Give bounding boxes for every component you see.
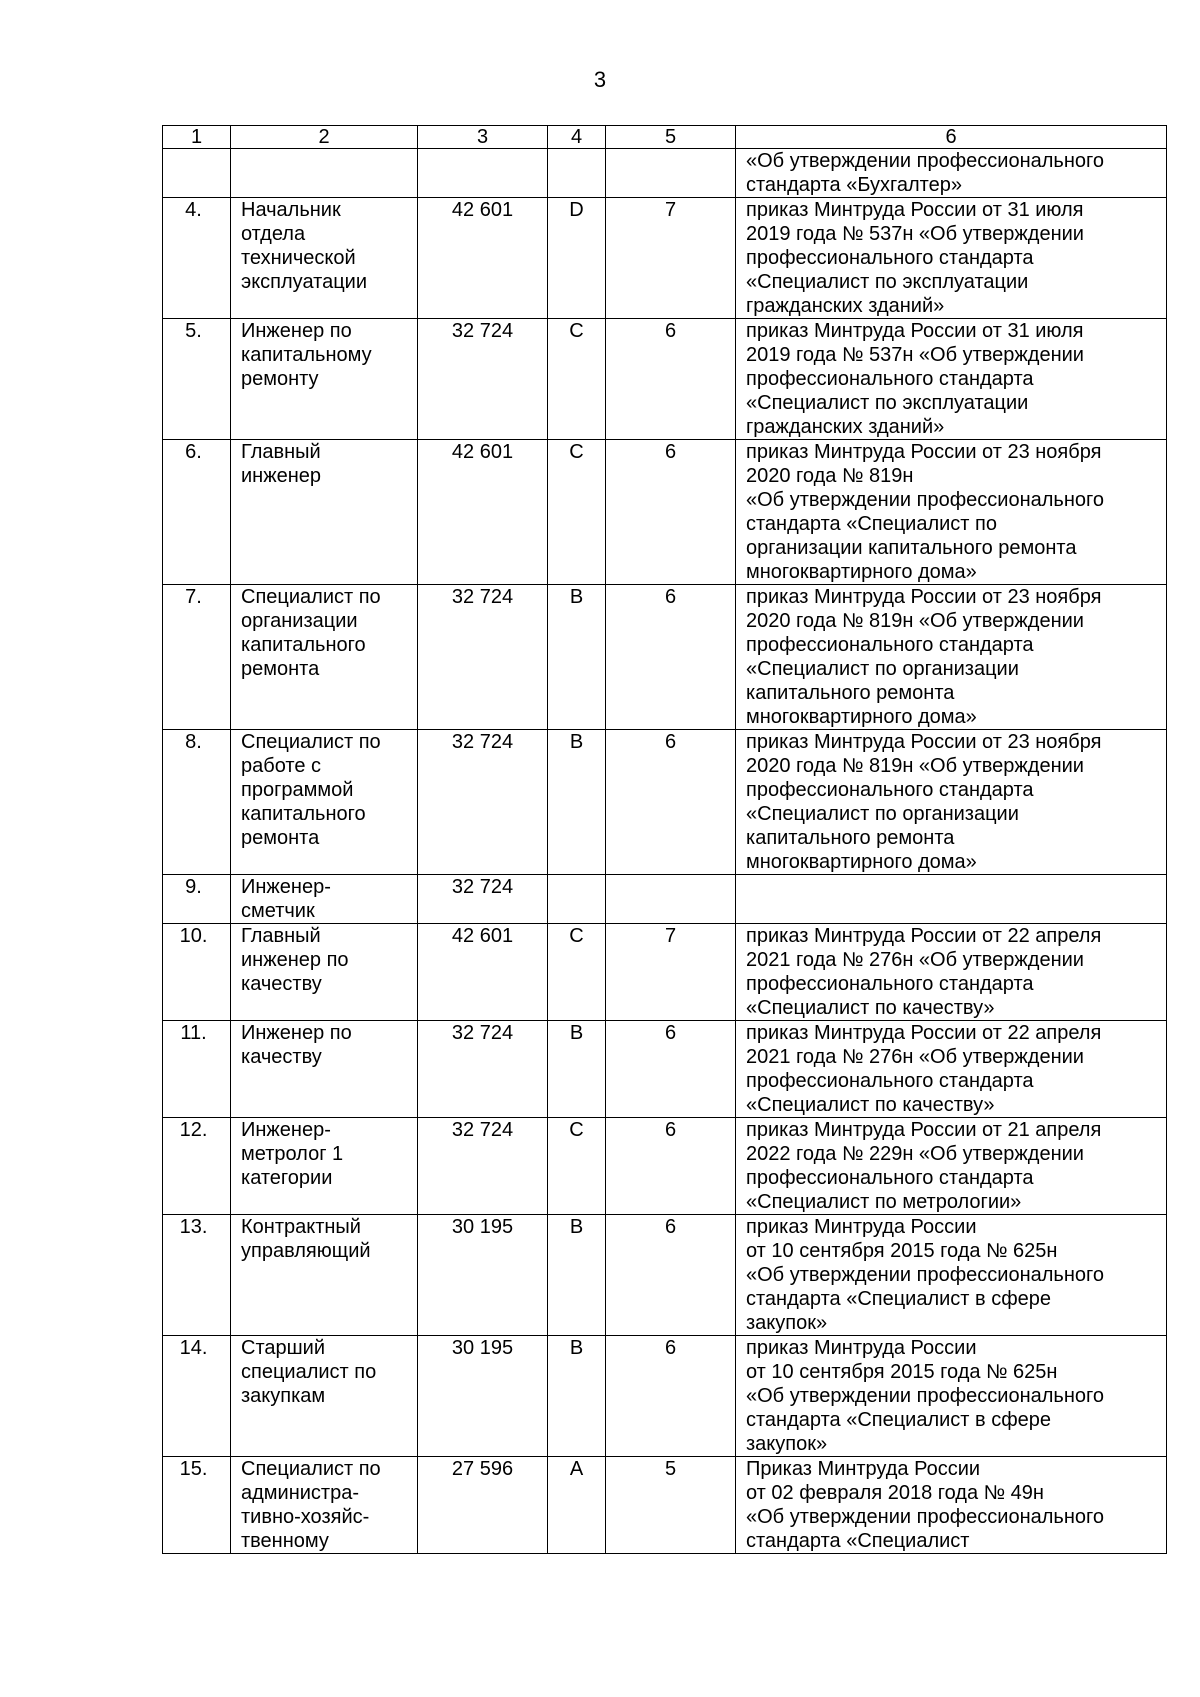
document-cell-line: профессионального стандарта xyxy=(746,1070,1034,1092)
document-cell-line: приказ Минтруда России от 23 ноября xyxy=(746,731,1102,753)
document-cell-line: профессионального стандарта xyxy=(746,247,1034,269)
document-cell-line: стандарта «Специалист в сфере xyxy=(746,1288,1052,1310)
document-cell-line: многоквартирного дома» xyxy=(746,706,977,728)
position-cell-line: Контрактный xyxy=(241,1216,361,1238)
document-cell-line: «Специалист по качеству» xyxy=(746,997,995,1019)
document-cell-line: «Специалист по организации xyxy=(746,803,1019,825)
document-cell xyxy=(736,1457,1167,1554)
document-cell-line: стандарта «Специалист xyxy=(746,1530,970,1552)
table-row xyxy=(163,1336,1167,1457)
document-cell-line: стандарта «Бухгалтер» xyxy=(746,174,962,196)
document-cell-line: 2021 года № 276н «Об утверждении xyxy=(746,1046,1084,1068)
row-number-cell xyxy=(163,149,231,198)
level-cell: B xyxy=(548,1336,606,1457)
level-cell: D xyxy=(548,198,606,319)
document-cell-line: 2021 года № 276н «Об утверждении xyxy=(746,949,1084,971)
salary-cell: 42 601 xyxy=(418,924,548,1021)
row-number-cell: 4. xyxy=(163,198,231,319)
table-header-row xyxy=(163,126,1167,149)
position-cell-line: Специалист по xyxy=(241,586,381,608)
position-cell-line: капитального xyxy=(241,803,366,825)
position-cell xyxy=(231,585,418,730)
document-cell-line: приказ Минтруда России от 22 апреля xyxy=(746,1022,1102,1044)
position-cell-line: ремонта xyxy=(241,827,320,849)
column-header: 5 xyxy=(606,126,736,149)
table-row xyxy=(163,149,1167,198)
position-cell-line: капитальному xyxy=(241,344,372,366)
document-cell-line: профессионального стандарта xyxy=(746,779,1034,801)
table-row xyxy=(163,924,1167,1021)
document-cell-line: от 10 сентября 2015 года № 625н xyxy=(746,1361,1058,1383)
table-row xyxy=(163,1457,1167,1554)
position-cell-line: инженер по xyxy=(241,949,349,971)
table-row xyxy=(163,319,1167,440)
position-cell-line: эксплуатации xyxy=(241,271,367,293)
document-cell xyxy=(736,875,1167,924)
qualification-cell: 6 xyxy=(606,585,736,730)
position-cell-line: программой xyxy=(241,779,354,801)
table-row xyxy=(163,1118,1167,1215)
document-cell xyxy=(736,730,1167,875)
position-cell xyxy=(231,1021,418,1118)
qualification-cell: 6 xyxy=(606,1215,736,1336)
document-cell-line: «Специалист по эксплуатации xyxy=(746,271,1029,293)
column-header: 3 xyxy=(418,126,548,149)
document-cell xyxy=(736,1021,1167,1118)
position-cell-line: Старший xyxy=(241,1337,326,1359)
document-cell-line: «Специалист по качеству» xyxy=(746,1094,995,1116)
document-cell-line: «Специалист по эксплуатации xyxy=(746,392,1029,414)
document-cell-line: от 10 сентября 2015 года № 625н xyxy=(746,1240,1058,1262)
row-number-cell: 9. xyxy=(163,875,231,924)
column-header: 6 xyxy=(736,126,1167,149)
document-cell-line: «Специалист по организации xyxy=(746,658,1019,680)
document-cell-line: капитального ремонта xyxy=(746,827,955,849)
document-cell-line: 2020 года № 819н xyxy=(746,465,914,487)
qualification-cell: 6 xyxy=(606,440,736,585)
document-cell-line: «Об утверждении профессионального xyxy=(746,489,1104,511)
position-cell xyxy=(231,149,418,198)
document-cell xyxy=(736,319,1167,440)
salary-cell: 30 195 xyxy=(418,1215,548,1336)
document-cell xyxy=(736,1336,1167,1457)
row-number-cell: 10. xyxy=(163,924,231,1021)
document-cell-line: стандарта «Специалист по xyxy=(746,513,997,535)
document-cell-line: закупок» xyxy=(746,1312,828,1334)
column-header: 1 xyxy=(163,126,231,149)
column-header: 2 xyxy=(231,126,418,149)
level-cell: C xyxy=(548,319,606,440)
position-cell-line: Инженер- xyxy=(241,876,331,898)
position-cell xyxy=(231,1336,418,1457)
row-number-cell: 13. xyxy=(163,1215,231,1336)
level-cell: C xyxy=(548,924,606,1021)
level-cell: B xyxy=(548,585,606,730)
position-cell-line: отдела xyxy=(241,223,306,245)
table-row xyxy=(163,198,1167,319)
position-cell xyxy=(231,730,418,875)
document-cell-line: приказ Минтруда России xyxy=(746,1216,977,1238)
position-cell-line: сметчик xyxy=(241,900,315,922)
document-cell-line: от 02 февраля 2018 года № 49н xyxy=(746,1482,1044,1504)
document-cell xyxy=(736,1215,1167,1336)
table-row xyxy=(163,730,1167,875)
row-number-cell: 12. xyxy=(163,1118,231,1215)
document-cell-line: 2020 года № 819н «Об утверждении xyxy=(746,610,1084,632)
column-header: 4 xyxy=(548,126,606,149)
position-cell-line: капитального xyxy=(241,634,366,656)
row-number-cell: 11. xyxy=(163,1021,231,1118)
position-cell-line: закупкам xyxy=(241,1385,326,1407)
position-cell-line: Инженер- xyxy=(241,1119,331,1141)
document-cell-line: профессионального стандарта xyxy=(746,368,1034,390)
document-cell-line: 2019 года № 537н «Об утверждении xyxy=(746,344,1084,366)
qualification-cell: 6 xyxy=(606,1336,736,1457)
salary-cell: 30 195 xyxy=(418,1336,548,1457)
position-cell-line: твенному xyxy=(241,1530,329,1552)
document-cell xyxy=(736,1118,1167,1215)
table-row xyxy=(163,585,1167,730)
table-row xyxy=(163,1021,1167,1118)
document-cell-line: 2022 года № 229н «Об утверждении xyxy=(746,1143,1084,1165)
document-cell xyxy=(736,198,1167,319)
level-cell: C xyxy=(548,440,606,585)
document-cell-line: организации капитального ремонта xyxy=(746,537,1077,559)
document-cell xyxy=(736,149,1167,198)
position-cell xyxy=(231,1457,418,1554)
document-cell-line: капитального ремонта xyxy=(746,682,955,704)
document-cell-line: «Об утверждении профессионального xyxy=(746,1506,1104,1528)
position-cell-line: Специалист по xyxy=(241,1458,381,1480)
position-cell xyxy=(231,198,418,319)
salary-cell xyxy=(418,149,548,198)
document-cell-line: приказ Минтруда России от 23 ноября xyxy=(746,586,1102,608)
document-cell-line: Приказ Минтруда России xyxy=(746,1458,981,1480)
row-number-cell: 8. xyxy=(163,730,231,875)
position-cell xyxy=(231,440,418,585)
document-cell-line: стандарта «Специалист в сфере xyxy=(746,1409,1052,1431)
position-cell-line: Инженер по xyxy=(241,1022,352,1044)
level-cell: B xyxy=(548,730,606,875)
document-cell-line: гражданских зданий» xyxy=(746,416,945,438)
position-cell-line: качеству xyxy=(241,973,322,995)
document-cell xyxy=(736,585,1167,730)
qualification-cell: 6 xyxy=(606,319,736,440)
document-cell-line: приказ Минтруда России от 23 ноября xyxy=(746,441,1102,463)
qualification-cell: 7 xyxy=(606,924,736,1021)
document-cell-line: 2020 года № 819н «Об утверждении xyxy=(746,755,1084,777)
salary-cell: 42 601 xyxy=(418,440,548,585)
row-number-cell: 15. xyxy=(163,1457,231,1554)
position-cell xyxy=(231,924,418,1021)
position-cell-line: тивно-хозяйс- xyxy=(241,1506,370,1528)
qualification-cell: 6 xyxy=(606,1021,736,1118)
position-cell-line: качеству xyxy=(241,1046,322,1068)
document-cell xyxy=(736,440,1167,585)
document-cell-line: «Специалист по метрологии» xyxy=(746,1191,1022,1213)
position-cell xyxy=(231,1215,418,1336)
table-body xyxy=(163,149,1167,1554)
document-cell-line: закупок» xyxy=(746,1433,828,1455)
position-cell-line: Начальник xyxy=(241,199,341,221)
table-row xyxy=(163,1215,1167,1336)
document-cell-line: многоквартирного дома» xyxy=(746,561,977,583)
level-cell: C xyxy=(548,1118,606,1215)
row-number-cell: 7. xyxy=(163,585,231,730)
table-row xyxy=(163,875,1167,924)
salary-cell: 32 724 xyxy=(418,319,548,440)
row-number-cell: 5. xyxy=(163,319,231,440)
qualification-cell: 6 xyxy=(606,730,736,875)
position-cell-line: Главный xyxy=(241,441,321,463)
position-cell xyxy=(231,875,418,924)
level-cell: A xyxy=(548,1457,606,1554)
document-cell-line: гражданских зданий» xyxy=(746,295,945,317)
page-number: 3 xyxy=(593,67,607,92)
salary-cell: 32 724 xyxy=(418,1118,548,1215)
row-number-cell: 14. xyxy=(163,1336,231,1457)
position-cell-line: Инженер по xyxy=(241,320,352,342)
level-cell xyxy=(548,875,606,924)
document-cell-line: профессионального стандарта xyxy=(746,634,1034,656)
salary-cell: 32 724 xyxy=(418,875,548,924)
qualification-cell: 6 xyxy=(606,1118,736,1215)
document-cell-line: приказ Минтруда России xyxy=(746,1337,977,1359)
position-cell xyxy=(231,1118,418,1215)
positions-table xyxy=(162,125,1167,1554)
document-cell-line: «Об утверждении профессионального xyxy=(746,1264,1104,1286)
salary-cell: 27 596 xyxy=(418,1457,548,1554)
salary-cell: 42 601 xyxy=(418,198,548,319)
level-cell xyxy=(548,149,606,198)
document-cell xyxy=(736,924,1167,1021)
position-cell-line: Специалист по xyxy=(241,731,381,753)
document-cell-line: приказ Минтруда России от 31 июля xyxy=(746,320,1084,342)
position-cell-line: инженер xyxy=(241,465,322,487)
level-cell: B xyxy=(548,1215,606,1336)
position-cell-line: Главный xyxy=(241,925,321,947)
position-cell-line: работе с xyxy=(241,755,321,777)
salary-cell: 32 724 xyxy=(418,730,548,875)
document-cell-line: приказ Минтруда России от 31 июля xyxy=(746,199,1084,221)
document-cell-line: «Об утверждении профессионального xyxy=(746,150,1104,172)
qualification-cell xyxy=(606,875,736,924)
position-cell-line: категории xyxy=(241,1167,333,1189)
document-cell-line: профессионального стандарта xyxy=(746,973,1034,995)
position-cell-line: организации xyxy=(241,610,358,632)
qualification-cell: 5 xyxy=(606,1457,736,1554)
document-cell-line: многоквартирного дома» xyxy=(746,851,977,873)
position-cell-line: технической xyxy=(241,247,356,269)
document-cell-line: 2019 года № 537н «Об утверждении xyxy=(746,223,1084,245)
document-cell-line: профессионального стандарта xyxy=(746,1167,1034,1189)
position-cell-line: управляющий xyxy=(241,1240,371,1262)
level-cell: B xyxy=(548,1021,606,1118)
position-cell-line: ремонта xyxy=(241,658,320,680)
salary-cell: 32 724 xyxy=(418,585,548,730)
table-row xyxy=(163,440,1167,585)
row-number-cell: 6. xyxy=(163,440,231,585)
position-cell xyxy=(231,319,418,440)
position-cell-line: ремонту xyxy=(241,368,319,390)
position-cell-line: специалист по xyxy=(241,1361,377,1383)
position-cell-line: метролог 1 xyxy=(241,1143,344,1165)
document-cell-line: приказ Минтруда России от 21 апреля xyxy=(746,1119,1102,1141)
position-cell-line: администра- xyxy=(241,1482,359,1504)
salary-cell: 32 724 xyxy=(418,1021,548,1118)
qualification-cell xyxy=(606,149,736,198)
document-cell-line: приказ Минтруда России от 22 апреля xyxy=(746,925,1102,947)
qualification-cell: 7 xyxy=(606,198,736,319)
document-cell-line: «Об утверждении профессионального xyxy=(746,1385,1104,1407)
